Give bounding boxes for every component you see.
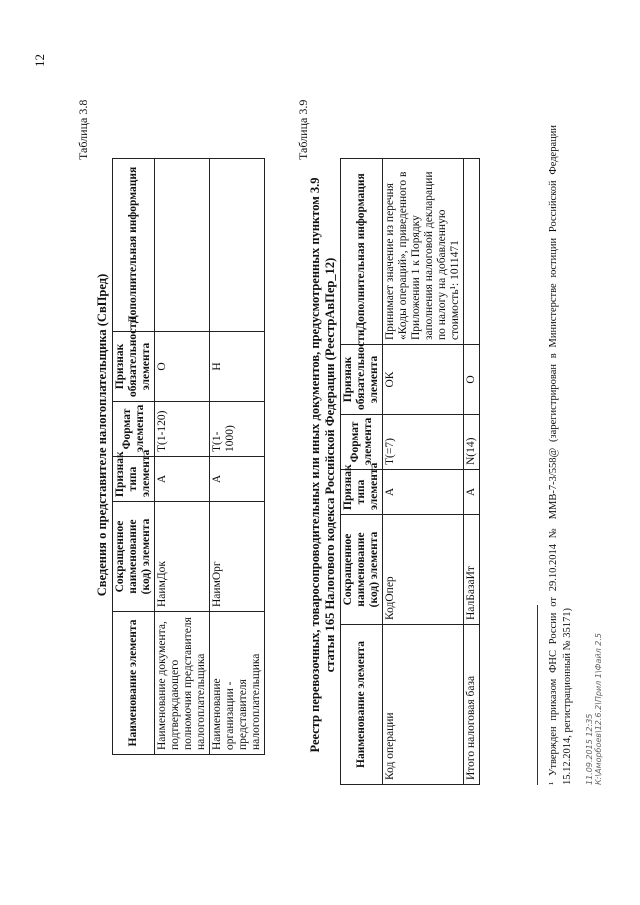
table-cell: НалБазаИт bbox=[464, 515, 480, 625]
table-cell: КодОпер bbox=[383, 515, 464, 625]
column-header: Признак обязательности элемента bbox=[113, 332, 155, 402]
table-title-3-8: Сведения о представителе налогоплательщика (СвПред) bbox=[95, 273, 109, 597]
table-cell: Итого налоговая база bbox=[464, 625, 480, 785]
column-header: Дополнительная информация bbox=[341, 159, 383, 345]
column-header: Формат элемента bbox=[341, 415, 383, 470]
table-cell: T(1-1000) bbox=[210, 402, 265, 457]
table-3-8 bbox=[112, 158, 265, 755]
table-caption-3-9: Таблица 3.9 bbox=[296, 99, 310, 160]
column-header: Сокращенное наименование (код) элемента bbox=[113, 502, 155, 612]
table-cell: Наименование документа, подтверждающего полномочия представителя налогоплательщика bbox=[155, 612, 210, 755]
footnote-divider bbox=[537, 605, 538, 785]
column-header: Наименование элемента bbox=[113, 612, 155, 755]
page-number: 12 bbox=[32, 54, 47, 67]
table-header-row bbox=[341, 159, 383, 785]
table-row bbox=[383, 159, 464, 785]
file-stamp-date: 11.09.2015 12:35 bbox=[585, 713, 594, 785]
table-3-9 bbox=[340, 158, 480, 785]
column-header: Дополнительная информация bbox=[113, 159, 155, 332]
table-cell bbox=[464, 159, 480, 345]
table-cell: N(14) bbox=[464, 415, 480, 470]
table-cell: A bbox=[155, 457, 210, 502]
table-cell: НаимДок bbox=[155, 502, 210, 612]
table-row bbox=[464, 159, 480, 785]
table-cell: Н bbox=[210, 332, 265, 402]
table-cell bbox=[155, 159, 210, 332]
table-row bbox=[210, 159, 265, 755]
column-header: Признак типа элемента bbox=[341, 470, 383, 515]
table-title-3-9: Реестр перевозочных, товаросопроводительных или иных документов, предусмотренных пунктом 3.9 статьи 165 Налогового кодекса Российской Федерации (РеестрАвПер_12) bbox=[308, 177, 337, 753]
column-header: Сокращенное наименование (код) элемента bbox=[341, 515, 383, 625]
file-stamp bbox=[585, 633, 603, 785]
table-cell: НаимОрг bbox=[210, 502, 265, 612]
table-cell: T(=7) bbox=[383, 415, 464, 470]
table-row bbox=[155, 159, 210, 755]
column-header: Формат элемента bbox=[113, 402, 155, 457]
column-header: Признак типа элемента bbox=[113, 457, 155, 502]
table-cell: A bbox=[210, 457, 265, 502]
table-cell: A bbox=[464, 470, 480, 515]
table-cell: Принимает значение из перечня «Коды операций», приведенного в Приложении 1 к Порядку заполнения налоговой декларации по налогу на добавленную стоимость¹: 1011471 bbox=[383, 159, 464, 345]
table-cell bbox=[210, 159, 265, 332]
table-caption-3-8: Таблица 3.8 bbox=[76, 99, 90, 160]
table-cell: T(1-120) bbox=[155, 402, 210, 457]
footnote: ¹ Утвержден приказом ФНС России от 29.10.2014 № ММВ-7-3/558@ (зарегистрирован в Министерстве юстиции Российской Федерации 15.12.2014, регистрационный № 35171) bbox=[548, 125, 573, 785]
table-cell: Код операции bbox=[383, 625, 464, 785]
column-header: Наименование элемента bbox=[341, 625, 383, 785]
table-cell: ОК bbox=[383, 345, 464, 415]
file-stamp-path: К:\Аморбоев\12.6.2\Прил 1\Файл 2.5 bbox=[594, 633, 603, 785]
table-cell: O bbox=[464, 345, 480, 415]
column-header: Признак обязательности элемента bbox=[341, 345, 383, 415]
table-cell: O bbox=[155, 332, 210, 402]
table-cell: A bbox=[383, 470, 464, 515]
table-header-row bbox=[113, 159, 155, 755]
table-cell: Наименование организации - представителя налогоплательщика bbox=[210, 612, 265, 755]
